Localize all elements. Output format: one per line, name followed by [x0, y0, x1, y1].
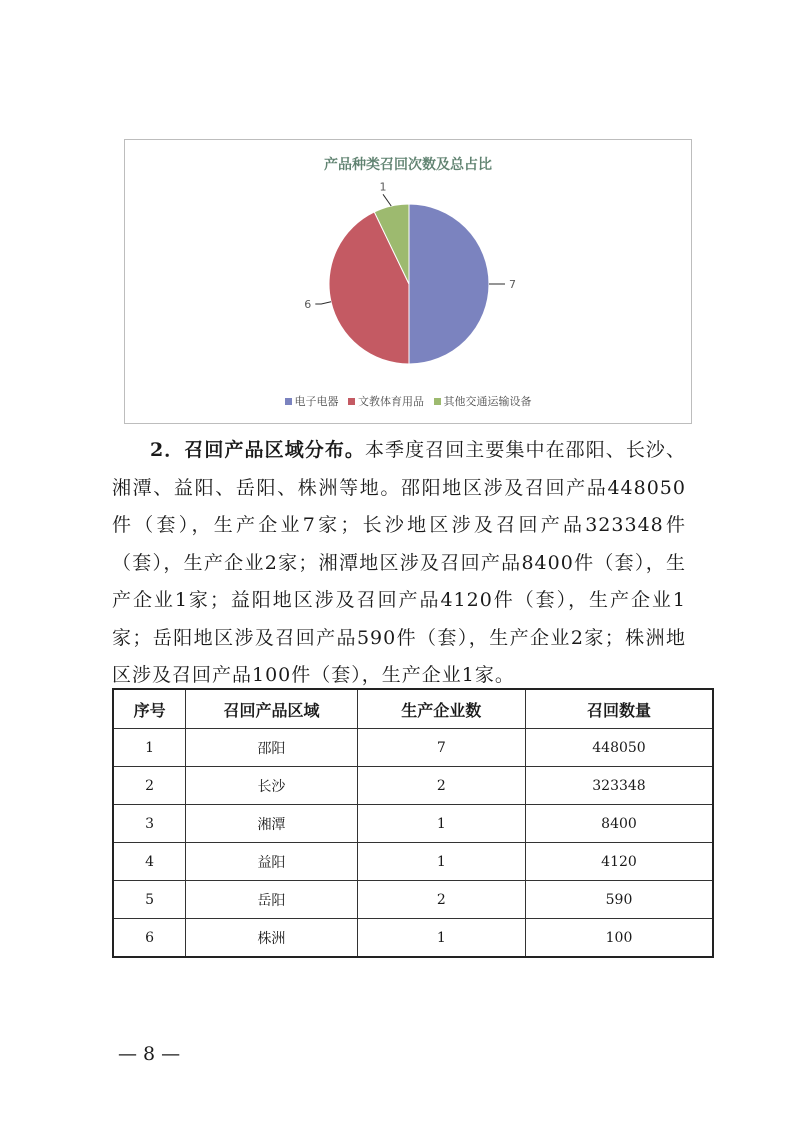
- page-number: — 8 —: [118, 1043, 181, 1065]
- chart-legend: [125, 393, 691, 409]
- cell-index: 1: [113, 729, 186, 767]
- data-label: 6: [304, 298, 312, 311]
- cell-enterprises: 7: [357, 729, 525, 767]
- table-row: [113, 881, 713, 919]
- cell-enterprises: 1: [357, 919, 525, 958]
- legend-swatch: [285, 398, 292, 405]
- cell-quantity: 590: [526, 881, 714, 919]
- chart-title: 产品种类召回次数及总占比: [324, 157, 492, 173]
- cell-index: 3: [113, 805, 186, 843]
- table-row: [113, 767, 713, 805]
- cell-index: 5: [113, 881, 186, 919]
- legend-swatch: [434, 398, 441, 405]
- cell-index: 2: [113, 767, 186, 805]
- cell-region: 邵阳: [186, 729, 357, 767]
- cell-region: 岳阳: [186, 881, 357, 919]
- cell-quantity: 8400: [526, 805, 714, 843]
- cell-enterprises: 2: [357, 767, 525, 805]
- slice-electronics: [409, 204, 489, 364]
- paragraph-heading: 2．召回产品区域分布。: [150, 439, 365, 461]
- cell-enterprises: 1: [357, 805, 525, 843]
- cell-quantity: 448050: [526, 729, 714, 767]
- header-index: 序号: [113, 689, 186, 729]
- legend-item-electronics: 电子电器: [285, 393, 339, 409]
- data-label: 7: [509, 278, 516, 291]
- table-row: [113, 843, 713, 881]
- table-row: [113, 919, 713, 958]
- header-enterprises: 生产企业数: [357, 689, 525, 729]
- legend-swatch: [348, 398, 355, 405]
- pie-chart-svg: [125, 140, 691, 423]
- cell-quantity: 100: [526, 919, 714, 958]
- cell-quantity: 323348: [526, 767, 714, 805]
- legend-item-stationery-sports: 文教体育用品: [348, 393, 424, 409]
- cell-region: 株洲: [186, 919, 357, 958]
- data-label: 1: [379, 180, 387, 194]
- cell-region: 湘潭: [186, 805, 357, 843]
- leader-line: [315, 302, 331, 304]
- pie-chart: [124, 139, 692, 424]
- header-region: 召回产品区域: [186, 689, 357, 729]
- cell-enterprises: 2: [357, 881, 525, 919]
- region-paragraph: [112, 432, 686, 695]
- legend-item-other-transport: 其他交通运输设备: [434, 393, 532, 409]
- cell-enterprises: 1: [357, 843, 525, 881]
- cell-region: 长沙: [186, 767, 357, 805]
- header-quantity: 召回数量: [526, 689, 714, 729]
- cell-index: 6: [113, 919, 186, 958]
- cell-region: 益阳: [186, 843, 357, 881]
- cell-quantity: 4120: [526, 843, 714, 881]
- table-header-row: [113, 689, 713, 729]
- table-row: [113, 729, 713, 767]
- leader-line: [383, 194, 391, 206]
- paragraph-body: 本季度召回主要集中在邵阳、长沙、湘潭、益阳、岳阳、株洲等地。邵阳地区涉及召回产品448050件（套），生产企业7家；长沙地区涉及召回产品323348件（套），生产企业2家；湘潭地区涉及召回产品8400件（套），生产企业1家；益阳地区涉及召回产品4120件（套），生产企业1家；岳阳地区涉及召回产品590件（套），生产企业2家；株洲地区涉及召回产品100件（套），生产企业1家。: [112, 439, 686, 686]
- region-table: [112, 688, 714, 958]
- table-row: [113, 805, 713, 843]
- cell-index: 4: [113, 843, 186, 881]
